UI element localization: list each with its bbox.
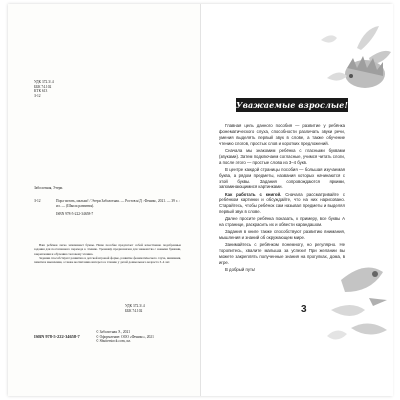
title-banner <box>236 98 348 112</box>
udk-bottom-block <box>125 304 145 313</box>
intro-paragraph: Далее просите ребёнка показать, к примеру, все буквы А на странице, раскрасить их и обвести карандашом. <box>219 216 345 228</box>
page-number: 3 <box>301 304 307 315</box>
intro-paragraph: Сначала мы знакомим ребёнка с гласными буквами (звуками). Затем подключаем согласные, учимся читать слоги, а после этого — простые слова из 3–4 букв. <box>219 147 345 165</box>
copyright-line: © Заболотная Э., 2021 <box>96 330 131 334</box>
annotation-paragraph: Задания способствуют развитию в детской игровой форме, развитие фонематического слуха, внимания, памяти и мышления, а также воспитанию интереса к чтению у детей дошкольного возраста 3–4 лет. <box>34 255 181 265</box>
isbn-number: ISBN 978-5-222-34658-7 <box>34 334 80 340</box>
catalog-code: З-12 <box>34 199 41 203</box>
annotation-paragraph: Ваш ребёнок легко запоминает буквы. Наше пособие предлагает собой качественно подобранные задания для постепенного перехода к чтению. Тренажёр предназначен для знакомства с новыми буквами, закрепления и обучения слоговому чтению. <box>34 243 181 256</box>
catalog-entry: Пора читать, малыш! / Этери Заболотная. — Ростов н/Д : Феникс, 2021. — 39 с. : ил. — (Школа развития). <box>56 199 181 208</box>
intro-paragraph: Задания в книге также способствуют развитию внимания, мышления и знаний об окружающем мире. <box>219 229 345 241</box>
ktk-code: КТК 613 <box>34 89 48 94</box>
udk-code-bottom: УДК 372.3/.4 <box>125 304 145 308</box>
banner-title: Уважаемые взрослые! <box>236 100 348 110</box>
copyright-line: © Оформление: ООО «Феникс», 2021 <box>96 334 154 339</box>
book-spread <box>8 4 392 396</box>
bbk-code: ББК 74.102 <box>34 84 52 89</box>
closing-line: В добрый путь! <box>225 267 256 273</box>
annotation <box>34 243 181 264</box>
copyright-block <box>96 330 154 344</box>
intro-paragraph: Главная цель данного пособия — развитие у ребёнка фонематического слуха, способности различать звуки речи, умения выделять первый звук в слове, а также обучение чтению слогов, простых слов и коротких предложений. <box>219 123 345 146</box>
bbk-code-bottom: ББК 74.102 <box>125 308 143 313</box>
intro-paragraph: В центре каждой страницы пособия — большая изучаемая буква, а рядом предметы, названия которых начинаются с этой буквы. Задания сопровождаются яркими, запоминающимися картинками. <box>219 166 345 190</box>
left-page <box>8 4 200 396</box>
author-sign: З-12 <box>34 93 41 98</box>
intro-paragraph: Как работать с книгой. Сначала рассматривайте с ребёнком картинки и обсуждайте, что на них нарисовано. Старайтесь, чтобы ребёнок сам называл предметы и выделял первый звук в слове. <box>219 191 345 215</box>
udk-bbk-block <box>34 80 54 98</box>
intro-paragraph: Занимайтесь с ребёнком понемногу, но регулярно. Не торопитесь, хвалите малыша за успехи! При желании вы можете закреплять полученные знания на прогулках, дома, в игре. <box>219 242 345 266</box>
section-heading: Как работать с книгой. <box>225 191 282 197</box>
intro-text <box>219 123 345 274</box>
udk-code: УДК 372.3/.4 <box>34 80 54 84</box>
catalog-isbn: ISBN 978-5-222-34658-7 <box>56 212 94 216</box>
author-header: Заболотная, Этери. <box>34 186 64 190</box>
copyright-line: © Shutterstock.com, ил. <box>96 339 132 344</box>
hedgehog-leaves-illustration <box>317 18 393 98</box>
right-page <box>200 4 393 396</box>
